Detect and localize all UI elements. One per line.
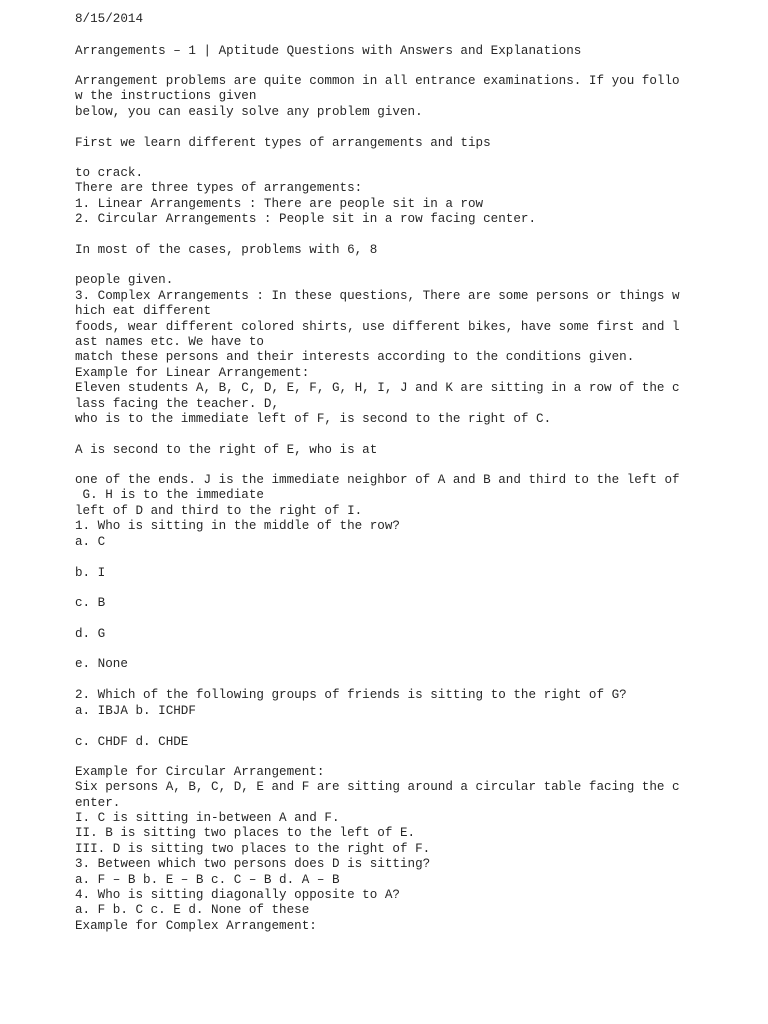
complex-line: Eleven students A, B, C, D, E, F, G, H, I, J and K are sitting in a row of the c — [75, 381, 680, 395]
most-cases-line: In most of the cases, problems with 6, 8 — [75, 243, 378, 257]
complex-line: lass facing the teacher. D, — [75, 397, 280, 411]
first-learn-line: First we learn different types of arrangements and tips — [75, 136, 491, 150]
circular-line: II. B is sitting two places to the left of E. — [75, 826, 416, 840]
intro-line: below, you can easily solve any problem given. — [75, 105, 423, 119]
complex-line: match these persons and their interests according to the conditions given. — [75, 350, 635, 364]
option-line: e. None — [75, 657, 128, 671]
ends-line: G. H is to the immediate — [75, 488, 264, 502]
section-heading: Example for Complex Arrangement: — [75, 919, 317, 933]
circular-line: enter. — [75, 796, 121, 810]
option-line: a. IBJA b. ICHDF — [75, 704, 196, 718]
intro-line: w the instructions given — [75, 89, 257, 103]
intro-line: Arrangement problems are quite common in all entrance examinations. If you follo — [75, 74, 680, 88]
option-line: b. I — [75, 566, 106, 580]
types-line: There are three types of arrangements: — [75, 181, 363, 195]
question-line: 3. Between which two persons does D is sitting? — [75, 857, 431, 871]
option-line: a. F b. C c. E d. None of these — [75, 903, 310, 917]
a-second-line: A is second to the right of E, who is at — [75, 443, 378, 457]
option-line: c. B — [75, 596, 106, 610]
ends-line: left of D and third to the right of I. — [75, 504, 363, 518]
types-line: to crack. — [75, 166, 144, 180]
option-line: d. G — [75, 627, 106, 641]
complex-line: hich eat different — [75, 304, 212, 318]
document-date: 8/15/2014 — [75, 12, 144, 26]
question-line: 4. Who is sitting diagonally opposite to A? — [75, 888, 400, 902]
circular-line: III. D is sitting two places to the right of F. — [75, 842, 431, 856]
types-line: 1. Linear Arrangements : There are people sit in a row — [75, 197, 484, 211]
complex-line: foods, wear different colored shirts, use different bikes, have some first and l — [75, 320, 680, 334]
ends-line: one of the ends. J is the immediate neighbor of A and B and third to the left of — [75, 473, 680, 487]
question-line: 2. Which of the following groups of friends is sitting to the right of G? — [75, 688, 627, 702]
types-line: 2. Circular Arrangements : People sit in a row facing center. — [75, 212, 537, 226]
document-title: Arrangements – 1 | Aptitude Questions with Answers and Explanations — [75, 44, 582, 58]
option-line: c. CHDF d. CHDE — [75, 735, 189, 749]
complex-line: Example for Linear Arrangement: — [75, 366, 310, 380]
complex-line: ast names etc. We have to — [75, 335, 264, 349]
complex-line: people given. — [75, 273, 174, 287]
complex-line: who is to the immediate left of F, is second to the right of C. — [75, 412, 552, 426]
option-line: a. F – B b. E – B c. C – B d. A – B — [75, 873, 340, 887]
circular-line: Six persons A, B, C, D, E and F are sitting around a circular table facing the c — [75, 780, 680, 794]
question-line: 1. Who is sitting in the middle of the row? — [75, 519, 400, 533]
circular-line: I. C is sitting in-between A and F. — [75, 811, 340, 825]
complex-line: 3. Complex Arrangements : In these questions, There are some persons or things w — [75, 289, 680, 303]
circular-line: Example for Circular Arrangement: — [75, 765, 325, 779]
option-line: a. C — [75, 535, 106, 549]
